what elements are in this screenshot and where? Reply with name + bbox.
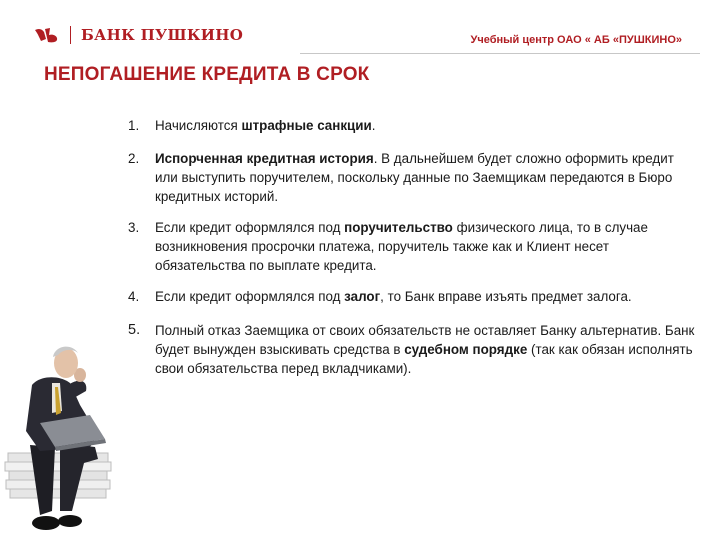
text-run: . xyxy=(371,118,376,133)
list-item-number: 4. xyxy=(128,289,140,304)
list-item xyxy=(128,149,698,206)
text-run: Полный отказ Заемщика от своих обязательств не оставляет Банку альтернатив. Банк будет вынужден взыскивать средства в xyxy=(155,323,695,357)
list-item xyxy=(128,321,698,378)
text-run: физического лица, то в случае возникновения просрочки платежа, поручитель также как и Клиент несет обязательства по выплате кредита. xyxy=(155,220,648,273)
list-item-number: 3. xyxy=(128,220,140,235)
list-item-number: 2. xyxy=(128,151,140,166)
text-run: . В дальнейшем будет сложно оформить кредит или выступить поручителем, поскольку данные по Заемщикам передаются в Бюро кредитных историй. xyxy=(155,151,674,204)
bold-run: штрафные санкции xyxy=(241,118,372,133)
list-item xyxy=(128,116,698,135)
bank-logo-icon xyxy=(34,26,60,44)
logo-text: БАНК ПУШКИНО xyxy=(81,26,244,44)
list-item-text xyxy=(155,149,698,206)
header-tagline: Учебный центр ОАО « АБ «ПУШКИНО» xyxy=(470,34,682,46)
text-run: (так как обязан исполнять свои обязательства перед вкладчиками). xyxy=(155,342,693,376)
bold-run: залог xyxy=(344,289,381,304)
header-divider xyxy=(300,53,700,54)
list-item xyxy=(128,218,698,275)
text-run: , то Банк вправе изъять предмет залога. xyxy=(380,289,632,304)
list-item-text xyxy=(155,321,698,378)
logo-separator xyxy=(70,26,71,44)
bold-run: поручительство xyxy=(344,220,453,235)
bold-run: Испорченная кредитная история xyxy=(155,151,374,166)
list-item-text xyxy=(155,116,698,135)
list-item-number: 5. xyxy=(128,322,141,338)
bold-run: судебном порядке xyxy=(404,342,528,357)
consequences-list xyxy=(128,116,698,378)
page-title: НЕПОГАШЕНИЕ КРЕДИТА В СРОК xyxy=(44,64,370,85)
text-run: Если кредит оформлялся под xyxy=(155,220,345,235)
bank-logo xyxy=(34,26,243,44)
text-run: Если кредит оформлялся под xyxy=(155,289,345,304)
man-with-laptop-on-phone xyxy=(0,335,135,540)
list-item-number: 1. xyxy=(128,118,140,133)
list-item-text xyxy=(155,218,698,275)
list-item-text xyxy=(155,287,698,306)
list-item xyxy=(128,287,698,306)
text-run: Начисляются xyxy=(155,118,242,133)
